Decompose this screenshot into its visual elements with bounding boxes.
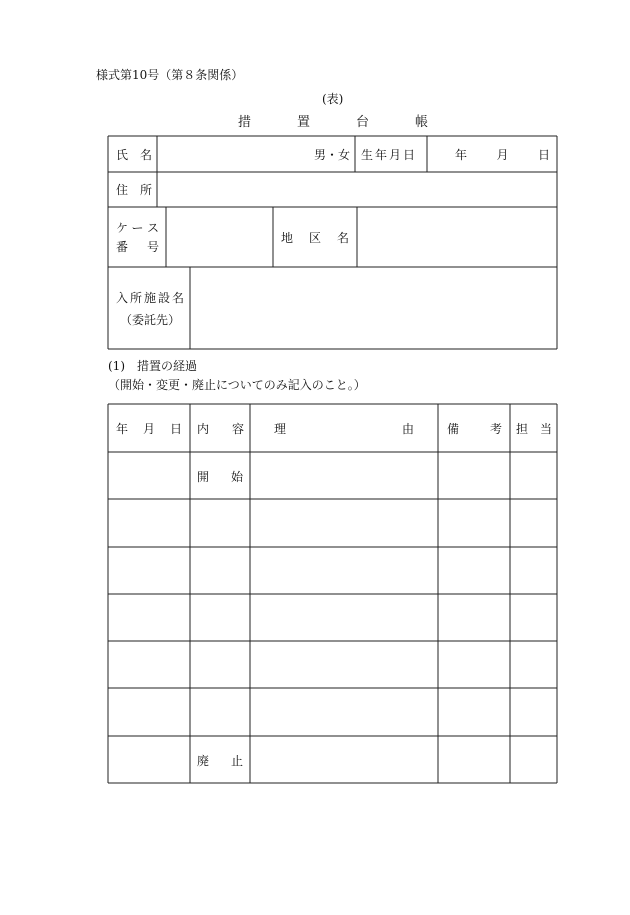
facility-label-line2 [116,314,184,326]
log-content-text [197,755,243,767]
log-cell-content[interactable] [192,501,248,545]
header4-char: 当 [539,422,552,436]
header1-char: 内 [197,422,210,436]
log-cell-date[interactable] [110,501,188,545]
log-cell-remarks[interactable] [440,501,508,545]
case-number-label [116,222,159,253]
district-field[interactable] [360,210,552,264]
facility2-char: 先 [156,313,169,327]
case2-char: 号 [146,240,159,254]
log-cell-date[interactable] [110,454,188,497]
log-cell-reason[interactable] [252,738,436,781]
header-reason [274,423,414,435]
district-char: 名 [336,231,349,245]
case1-char: ー [131,221,144,235]
title-char: 置 [296,115,310,130]
facility-label-line1 [116,292,184,304]
log-content-char: 廃 [197,754,210,768]
birth-char: 年 [455,148,468,162]
birthdate-label: 生年月日 [361,148,418,162]
log-cell-reason[interactable] [252,596,436,639]
log-cell-staff[interactable] [512,549,555,592]
name-label: 氏 名 [116,148,153,162]
facility1-char: 所 [129,291,142,305]
log-cell-remarks[interactable] [440,454,508,497]
header3-char: 備 [447,422,460,436]
log-cell-content[interactable] [192,738,248,781]
birthdate-placeholder [455,149,550,161]
header0-char: 日 [169,422,182,436]
log-cell-reason[interactable] [252,501,436,545]
header3-char: 考 [489,422,502,436]
title-char: 帳 [414,115,428,130]
title-char: 措 [238,115,252,130]
section-heading: (1) 措置の経過 [108,359,197,373]
log-cell-remarks[interactable] [440,690,508,734]
header-content-text [197,423,244,435]
header1-char: 容 [231,422,244,436]
log-cell-staff[interactable] [512,596,555,639]
district-char: 地 [281,231,294,245]
facility1-char: 名 [171,291,184,305]
log-content-char: 始 [230,470,243,484]
log-cell-reason[interactable] [252,690,436,734]
log-cell-staff[interactable] [512,643,555,686]
name-field[interactable] [160,139,310,169]
log-cell-date[interactable] [110,690,188,734]
facility2-char: （ [120,313,133,327]
address-field[interactable] [160,175,550,203]
header-date-text [116,423,182,435]
log-cell-staff[interactable] [512,690,555,734]
log-cell-remarks[interactable] [440,738,508,781]
log-cell-reason[interactable] [252,549,436,592]
gender-label: 男・女 [314,148,351,162]
log-cell-content[interactable] [192,454,248,497]
header4-char: 担 [516,422,529,436]
header2-char: 理 [274,422,287,436]
log-cell-remarks[interactable] [440,549,508,592]
header-date [116,423,182,435]
log-cell-staff[interactable] [512,501,555,545]
district-char: 区 [308,231,321,245]
log-cell-date[interactable] [110,596,188,639]
log-content-char: 開 [197,470,210,484]
facility-field[interactable] [193,270,553,346]
log-cell-remarks[interactable] [440,596,508,639]
facility1-char: 設 [157,291,170,305]
case2-char: 番 [116,240,129,254]
log-cell-reason[interactable] [252,454,436,497]
facility2-char: 委 [132,313,145,327]
facility1-char: 入 [116,291,129,305]
address-label: 住 所 [116,183,153,197]
header-reason-text [274,423,414,435]
case1-char: ス [146,221,159,235]
form-number-label: 様式第10号（第８条関係） [96,68,244,82]
birth-char: 月 [496,148,509,162]
side-label: (表) [322,92,344,106]
district-label [281,232,349,244]
birth-char: 日 [537,148,550,162]
facility1-char: 施 [143,291,156,305]
facility-label [116,292,184,326]
title-char: 台 [355,115,369,130]
case-number-field[interactable] [169,210,269,264]
header-remarks-text [447,423,502,435]
log-cell-content[interactable] [192,549,248,592]
header-staff-text [516,423,552,435]
district-label-text [281,232,349,244]
log-cell-date[interactable] [110,643,188,686]
log-content-char: 止 [230,754,243,768]
log-cell-staff[interactable] [512,454,555,497]
log-content-text [197,471,243,483]
log-cell-content[interactable] [192,596,248,639]
header2-char: 由 [401,422,414,436]
facility2-char: 託 [144,313,157,327]
header0-char: 年 [116,422,129,436]
header-content [197,423,244,435]
case-label-line1 [116,222,159,234]
section-note: （開始・変更・廃止についてのみ記入のこと。） [108,378,366,392]
log-cell-content[interactable] [192,643,248,686]
case1-char: ケ [116,221,129,235]
log-cell-remarks[interactable] [440,643,508,686]
header-staff [516,423,552,435]
birthdate-field[interactable] [455,149,550,161]
case-label-line2 [116,241,159,253]
log-cell-date[interactable] [110,738,188,781]
log-cell-date[interactable] [110,549,188,592]
log-cell-content[interactable] [192,690,248,734]
facility2-char: ） [168,313,181,327]
log-cell-staff[interactable] [512,738,555,781]
header0-char: 月 [142,422,155,436]
log-cell-reason[interactable] [252,643,436,686]
header-remarks [447,423,502,435]
